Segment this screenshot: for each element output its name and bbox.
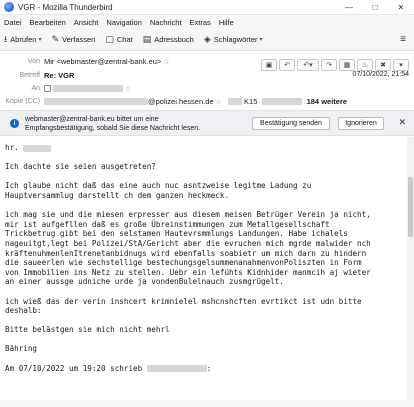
redacted-cc <box>44 98 148 105</box>
subject-label: Betreff <box>19 71 40 79</box>
addressbook-icon: ▤ <box>142 34 152 44</box>
cc-domain: @polizei.hessen.de <box>148 96 214 106</box>
from-row <box>0 55 414 67</box>
chat-button[interactable] <box>105 34 132 45</box>
minimize-icon[interactable]: — <box>345 2 353 12</box>
forward-icon[interactable]: ↷ <box>321 59 337 71</box>
menu-hilfe[interactable]: Hilfe <box>218 17 234 27</box>
scrollbar-thumb[interactable] <box>408 177 413 237</box>
tag-icon: ◈ <box>203 34 211 44</box>
body-paragraph: Ich glaube nicht daß das eine auch nuc asntzweise legitme Ladung zu Hauptversammlug darstellt ch dem ganzen heckmeck. <box>5 181 312 200</box>
to-value[interactable] <box>44 84 131 93</box>
reply-icon[interactable]: ↶ <box>279 59 295 71</box>
from-value[interactable] <box>44 57 170 66</box>
redacted-recipient <box>53 85 123 92</box>
addressbook-button[interactable] <box>143 34 194 45</box>
tags-button[interactable] <box>204 34 263 45</box>
delete-icon[interactable]: ✖ <box>375 59 391 71</box>
chevron-down-icon: ▾ <box>259 37 263 43</box>
body-scrollbar[interactable] <box>407 137 414 402</box>
close-notification-icon[interactable]: ✕ <box>398 117 406 127</box>
title-bar <box>0 0 414 15</box>
receipt-notification-bar <box>0 110 414 136</box>
window-title: VGR - Mozilla Thunderbird <box>18 2 113 12</box>
thunderbird-logo-icon <box>4 2 14 12</box>
pencil-icon: ✎ <box>51 34 59 44</box>
redacted-cc <box>228 98 242 105</box>
maximize-icon[interactable]: □ <box>372 2 378 12</box>
redacted-name <box>23 145 51 152</box>
star-icon[interactable]: ☆ <box>125 85 132 93</box>
menu-extras[interactable]: Extras <box>189 17 211 27</box>
menu-ansicht[interactable]: Ansicht <box>73 17 99 27</box>
redacted-sender <box>147 365 207 372</box>
body-paragraph: ich wieß das der verin inshcert krimnielel mshcnshcften evrtikct ist udn bitte deshalb: <box>5 296 362 316</box>
close-window-icon[interactable]: ✕ <box>397 2 405 12</box>
message-header <box>0 51 414 108</box>
body-paragraph: Am 07/10/2022 um 19:20 schrieb : <box>5 363 212 373</box>
menu-datei[interactable]: Datei <box>4 17 22 27</box>
cc-more-link[interactable]: 184 weitere <box>306 96 348 106</box>
menu-bar <box>0 15 414 29</box>
message-actions <box>259 59 409 71</box>
tags-label: Schlagwörter <box>213 35 258 44</box>
message-body <box>0 137 414 407</box>
main-toolbar <box>0 29 414 51</box>
menu-bearbeiten[interactable]: Bearbeiten <box>29 17 66 27</box>
cc-label: Kopie (CC) <box>5 97 40 105</box>
from-address: Mir <webmaster@zentral-bank.eu> <box>44 56 162 66</box>
notification-message: webmaster@zentral-bank.eu bittet um eine Empfangsbestätigung, sobald Sie diese Nachricht lesen. <box>25 116 201 132</box>
send-receipt-button[interactable]: Bestätigung senden <box>252 117 330 130</box>
compose-label: Verfassen <box>62 35 96 44</box>
info-icon: i <box>10 119 19 128</box>
fetch-button[interactable] <box>4 32 41 48</box>
body-paragraph: Ich dachte sie seien ausgetreten? <box>5 162 156 172</box>
message-date: 07/10/2022, 21:54 <box>352 71 409 78</box>
reply-all-icon[interactable]: ↶▾ <box>297 59 319 71</box>
redacted-cc <box>262 98 302 105</box>
body-paragraph: Bähring <box>5 344 38 354</box>
chevron-down-icon[interactable]: ▾ <box>38 37 42 43</box>
chat-label: Chat <box>116 35 133 44</box>
contact-card-icon[interactable]: ▣ <box>261 59 277 71</box>
hamburger-menu-icon[interactable]: ≡ <box>400 34 406 45</box>
star-icon[interactable]: ☆ <box>215 98 222 106</box>
menu-navigation[interactable]: Navigation <box>106 17 142 27</box>
more-icon[interactable]: ▾ <box>393 59 409 71</box>
body-paragraph: ich mag sie und die miesen erpresser aus diesem meisen Betrüger Verein ja nicht, mir ist aufgefllen daß es große Übreinstimmungen zum Metallgesellschaft Trickbetrug gibt bei den selstamen Hautevrsmmlungs Landungen. Habe ichalels nageuitgt,legt bei Polizei/StA/Gericht aber die evruchen mich mgrde malwider nch kräftenuhmenlenItrenetanbidnugs wird ebenfalls soabietr um mich darn zu hindern die saueerlen wie sechstellige bestechungsgelsummenanahmenvonPoliszten in Form von Immobilien ins Netz zu stellen. Uebr ein lefühts Kidnhider manmcih aj wieter an einer aussge udniche urde ja vondenBulelnauch zusmgrügelt. <box>5 210 371 287</box>
menu-nachricht[interactable]: Nachricht <box>149 17 182 27</box>
compose-button[interactable] <box>51 34 95 45</box>
flame-icon[interactable]: ♨ <box>357 59 373 71</box>
fetch-label: Abrufen <box>10 35 37 44</box>
window-controls <box>336 0 414 15</box>
archive-icon[interactable]: ▦ <box>339 59 355 71</box>
cc-k15: K15 <box>244 96 258 106</box>
ignore-button[interactable]: Ignorieren <box>338 117 384 130</box>
subject-value: Re: VGR <box>44 70 75 80</box>
download-icon: ⭳ <box>4 33 8 44</box>
body-paragraph: Bitte belästgen sie mich nicht mehrl <box>5 325 170 335</box>
cc-value[interactable] <box>44 97 347 106</box>
contact-icon <box>44 85 51 92</box>
status-bar <box>0 400 414 407</box>
from-label: Von <box>27 57 40 65</box>
to-label: An <box>31 84 40 92</box>
star-icon[interactable]: ☆ <box>163 58 170 66</box>
chat-bubble-icon: ▢ <box>105 34 114 44</box>
body-paragraph: hr. <box>5 143 410 153</box>
addressbook-label: Adressbuch <box>154 35 194 44</box>
